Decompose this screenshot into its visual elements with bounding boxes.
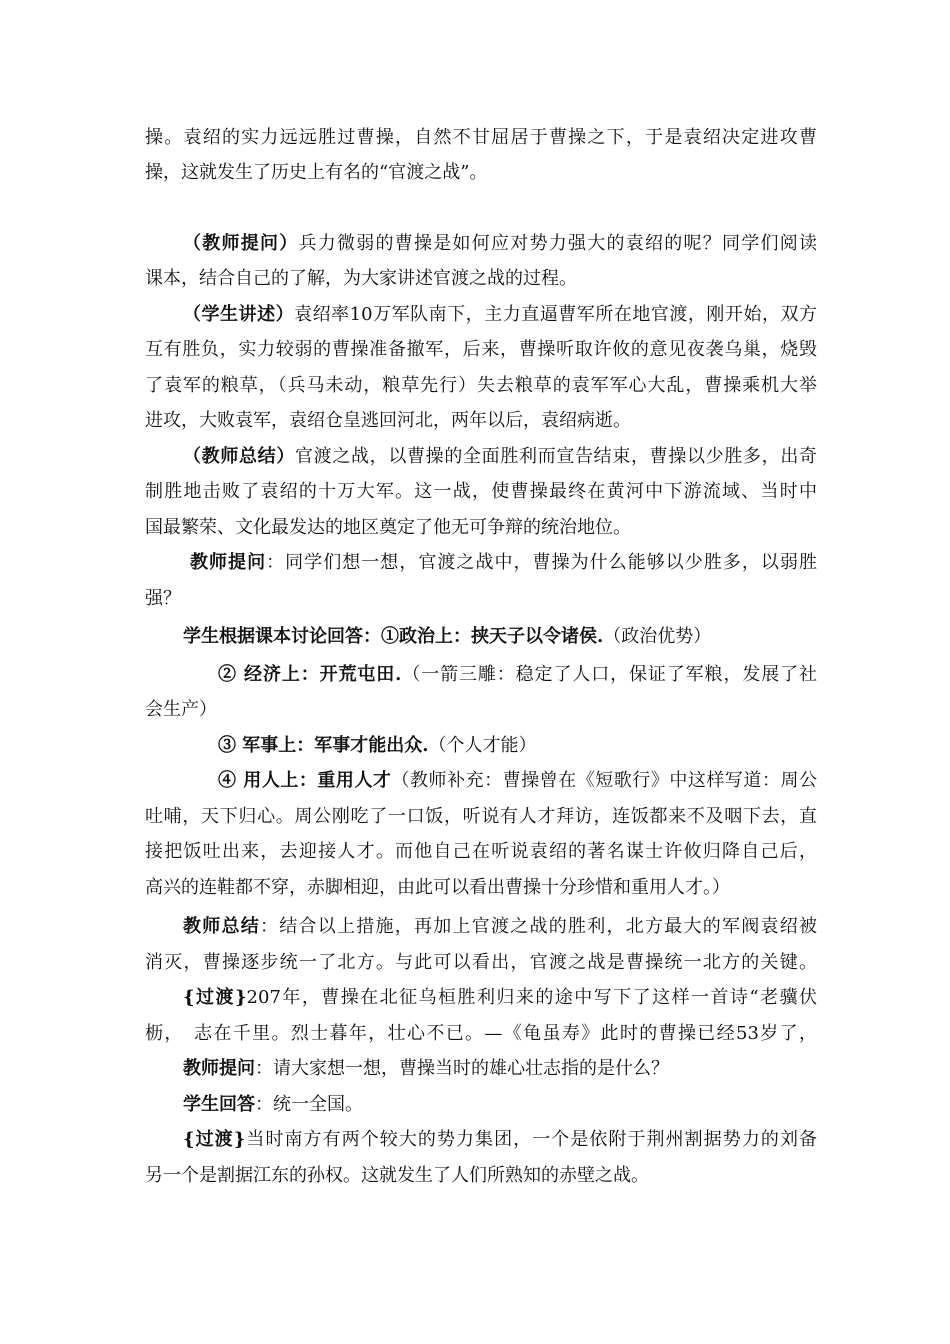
text: 操。袁绍的实力远远胜过曹操，自然不甘屈居于曹操之下，于是袁绍决定进攻曹 xyxy=(145,127,817,148)
teacher-question-line xyxy=(183,231,817,257)
text: 吐哺，天下归心。周公刚吃了一口饭，听说有人才拜访，连饭都来不及咽下去，直 xyxy=(145,806,817,827)
speaker-label: 学生回答 xyxy=(183,1094,255,1115)
paragraph-line xyxy=(145,515,817,541)
paragraph-line xyxy=(145,950,817,976)
paragraph-line xyxy=(145,337,817,363)
paragraph-line xyxy=(145,373,817,399)
text: （一箭三雕：稳定了人口，保证了军粮，发展了社 xyxy=(401,664,817,685)
student-answer-line xyxy=(183,1092,817,1118)
text: 袁绍率10万军队南下，主力直逼曹军所在地官渡，刚开始，双方 xyxy=(294,304,817,325)
text: 枥， 志在千里。烈士暮年，壮心不已。—《龟虽寿》此时的曹操已经53岁了， xyxy=(145,1023,817,1044)
answer-line xyxy=(183,624,817,650)
answer-line xyxy=(218,662,817,688)
answer-line xyxy=(218,733,817,759)
speaker-label: 教师总结 xyxy=(183,916,260,937)
transition-line xyxy=(183,1127,817,1153)
text: 制胜地击败了袁绍的十万大军。这一战，使曹操最终在黄河中下游流域、当时中 xyxy=(145,481,817,502)
text: （政治优势） xyxy=(603,626,712,647)
text: ：请大家想一想，曹操当时的雄心壮志指的是什么？ xyxy=(255,1058,669,1079)
transition-line xyxy=(183,985,817,1011)
teacher-question-line xyxy=(183,1056,817,1082)
paragraph-line xyxy=(145,1021,817,1047)
student-narration-line xyxy=(183,302,817,328)
paragraph-line xyxy=(145,875,817,901)
text: 会生产） xyxy=(145,699,217,720)
text: 当时南方有两个较大的势力集团，一个是依附于荆州割据势力的刘备 xyxy=(245,1129,817,1150)
teacher-summary-line xyxy=(183,444,817,470)
text: 接把饭吐出来，去迎接人才。而他自己在听说袁绍的著名谋士许攸归降自己后， xyxy=(145,841,817,862)
text: 国最繁荣、文化最发达的地区奠定了他无可争辩的统治地位。 xyxy=(145,517,631,538)
speaker-label: （教师提问） xyxy=(183,233,299,254)
paragraph-line xyxy=(145,408,817,434)
text: ：统一全国。 xyxy=(255,1094,363,1115)
text: 消灭，曹操逐步统一了北方。与此可以看出，官渡之战是曹操统一北方的关键。 xyxy=(145,952,817,973)
text: 强？ xyxy=(145,588,181,609)
answer-point: 学生根据课本讨论回答：①政治上：挟天子以令诸侯. xyxy=(183,626,604,647)
answer-point: ② 经济上：开荒屯田. xyxy=(218,664,402,685)
answer-line xyxy=(218,768,817,794)
text: 207年，曹操在北征乌桓胜利归来的途中写下了这样一首诗“老骥伏 xyxy=(246,987,817,1008)
speaker-label: {过渡} xyxy=(183,987,247,1008)
paragraph-line xyxy=(145,160,817,186)
answer-point: ④ 用人上：重用人才 xyxy=(218,770,392,791)
paragraph-line xyxy=(145,697,817,723)
text: （教师补充：曹操曾在《短歌行》中这样写道：周公 xyxy=(391,770,817,791)
speaker-label: 教师提问 xyxy=(183,1058,255,1079)
text: 进攻，大败袁军，袁绍仓皇逃回河北，两年以后，袁绍病逝。 xyxy=(145,410,631,431)
text: 另一个是割据江东的孙权。这就发生了人们所熟知的赤壁之战。 xyxy=(145,1165,649,1186)
speaker-label: {过渡} xyxy=(183,1129,246,1150)
text: 课本，结合自己的了解，为大家讲述官渡之战的过程。 xyxy=(145,268,577,289)
paragraph-line xyxy=(145,839,817,865)
speaker-label: （学生讲述） xyxy=(183,304,295,325)
paragraph-line xyxy=(145,804,817,830)
text: 互有胜负，实力较弱的曹操准备撤军，后来，曹操听取许攸的意见夜袭乌巢，烧毁 xyxy=(145,339,817,360)
teacher-summary-line xyxy=(183,914,817,940)
speaker-label: （教师总结） xyxy=(183,446,295,467)
text: 了袁军的粮草，（兵马未动，粮草先行）失去粮草的袁军军心大乱，曹操乘机大举 xyxy=(145,375,817,396)
teacher-question-line xyxy=(190,550,817,576)
paragraph-line xyxy=(145,586,817,612)
text: ：结合以上措施，再加上官渡之战的胜利，北方最大的军阀袁绍被 xyxy=(260,916,817,937)
paragraph-line xyxy=(145,125,817,151)
text: ：同学们想一想，官渡之战中，曹操为什么能够以少胜多，以弱胜 xyxy=(266,552,817,573)
speaker-label: 教师提问 xyxy=(190,552,267,573)
text: 官渡之战，以曹操的全面胜利而宣告结束，曹操以少胜多，出奇 xyxy=(295,446,817,467)
answer-point: ③ 军事上：军事才能出众. xyxy=(218,735,429,756)
text: 兵力微弱的曹操是如何应对势力强大的袁绍的呢？同学们阅读 xyxy=(298,233,817,254)
text: 操，这就发生了历史上有名的“官渡之战”。 xyxy=(145,162,488,183)
paragraph-line xyxy=(145,266,817,292)
paragraph-line xyxy=(145,479,817,505)
text: 高兴的连鞋都不穿，赤脚相迎，由此可以看出曹操十分珍惜和重用人才。） xyxy=(145,877,730,898)
text: （个人才能） xyxy=(428,735,537,756)
paragraph-line xyxy=(145,1163,817,1189)
